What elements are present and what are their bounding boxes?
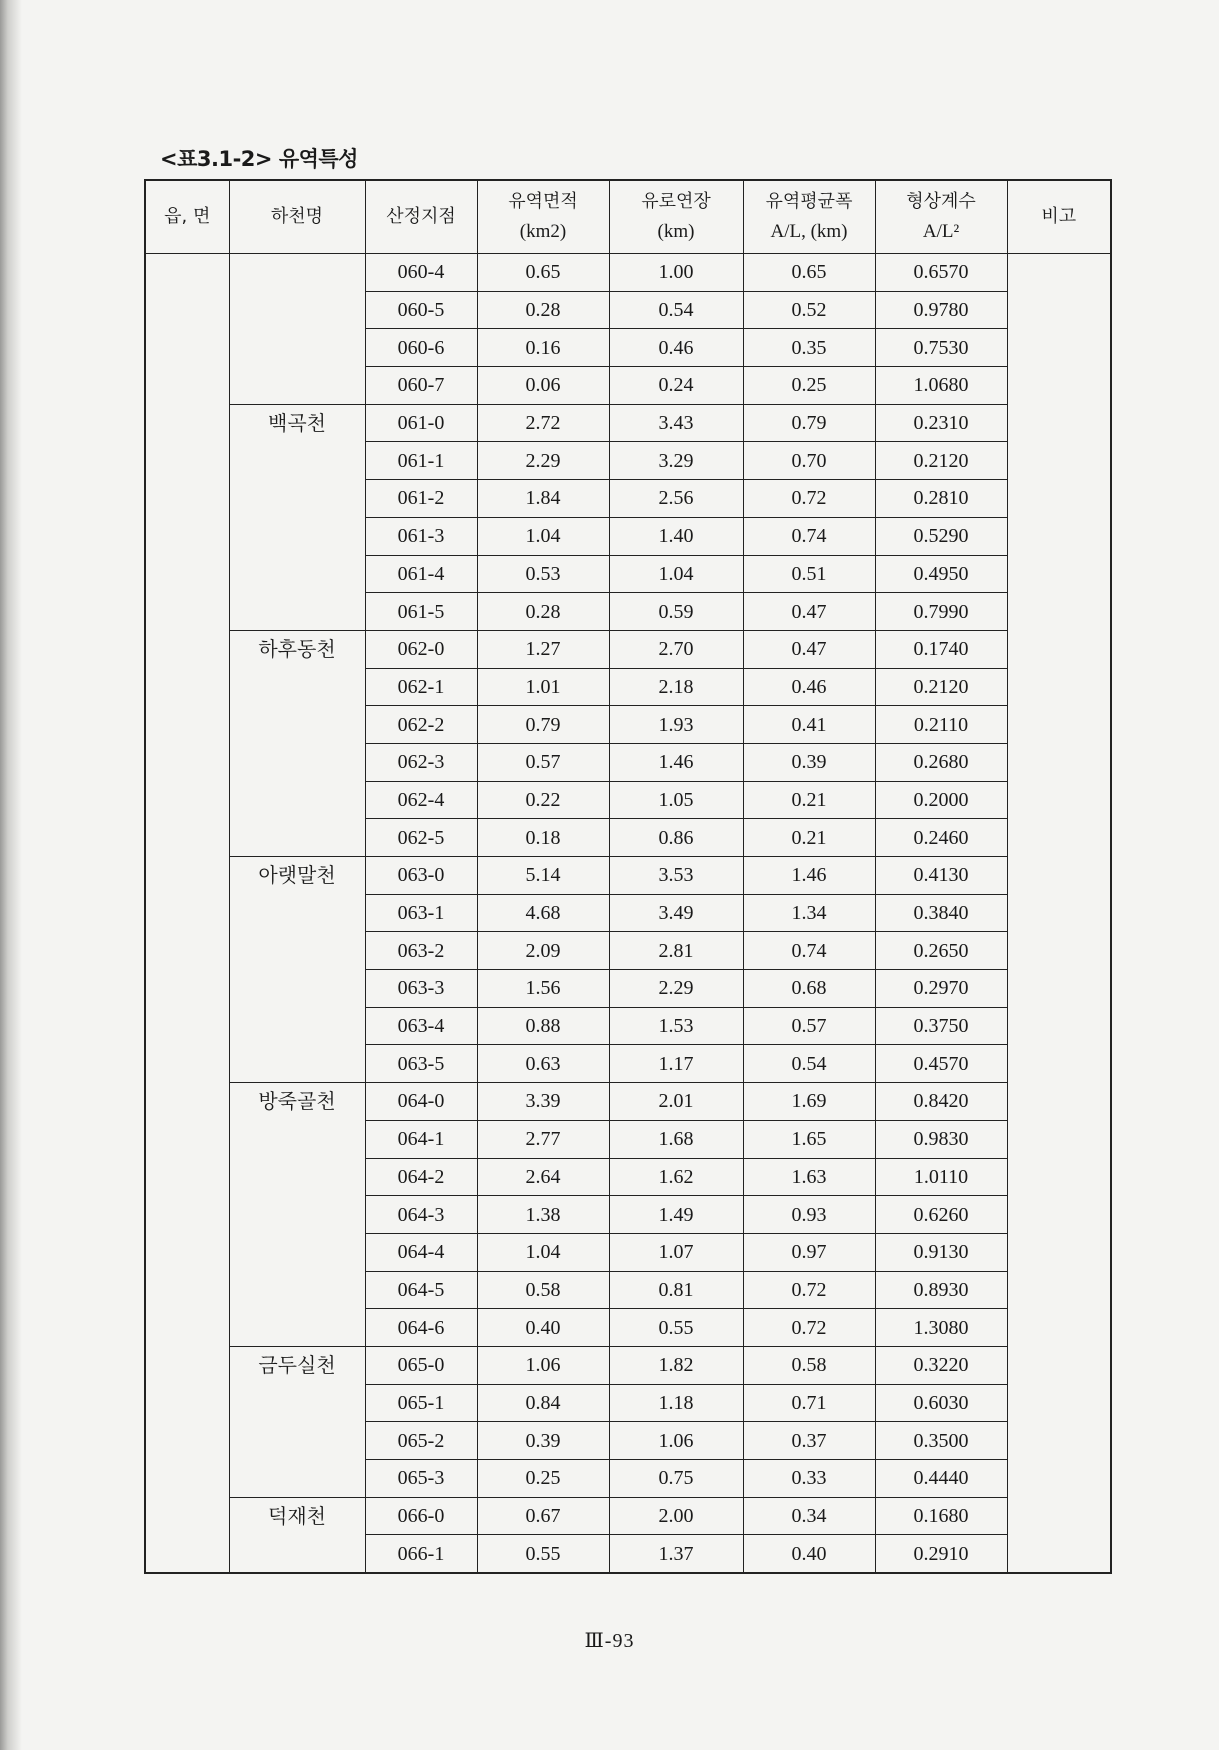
length-cell: 2.81 [609, 932, 743, 970]
stream-name: 아랫말천 [258, 863, 336, 887]
shape-cell: 0.2910 [875, 1535, 1007, 1573]
point-cell: 061-4 [365, 555, 477, 593]
shape-cell: 0.9780 [875, 291, 1007, 329]
point-cell: 064-1 [365, 1120, 477, 1158]
area-cell: 0.58 [477, 1271, 609, 1309]
area-cell: 1.56 [477, 970, 609, 1008]
point-cell: 061-0 [365, 404, 477, 442]
shape-cell: 0.6570 [875, 254, 1007, 292]
length-cell: 1.17 [609, 1045, 743, 1083]
shape-cell: 0.1680 [875, 1497, 1007, 1535]
point-cell: 062-5 [365, 819, 477, 857]
shape-cell: 1.0110 [875, 1158, 1007, 1196]
stream-name: 하후동천 [258, 636, 336, 661]
width-cell: 0.35 [743, 329, 875, 367]
width-cell: 0.72 [743, 1309, 875, 1347]
watershed-characteristics-table [144, 179, 1112, 1574]
shape-cell: 0.2970 [875, 970, 1007, 1008]
point-cell: 066-0 [365, 1497, 477, 1535]
area-cell: 0.63 [477, 1045, 609, 1083]
area-cell: 0.53 [477, 555, 609, 593]
length-cell: 0.24 [609, 367, 743, 405]
length-cell: 1.37 [609, 1535, 743, 1573]
width-cell: 0.57 [743, 1007, 875, 1045]
shape-cell: 0.2000 [875, 781, 1007, 819]
width-cell: 0.68 [743, 970, 875, 1008]
width-cell: 0.72 [743, 480, 875, 518]
length-cell: 0.46 [609, 329, 743, 367]
area-cell: 0.65 [477, 254, 609, 292]
point-cell: 065-2 [365, 1422, 477, 1460]
point-cell: 060-5 [365, 291, 477, 329]
width-cell: 0.93 [743, 1196, 875, 1234]
stream-name-cell [229, 857, 365, 1083]
town-cell [145, 254, 229, 1574]
shape-cell: 1.3080 [875, 1309, 1007, 1347]
area-cell: 2.09 [477, 932, 609, 970]
shape-cell: 0.6260 [875, 1196, 1007, 1234]
area-cell: 1.06 [477, 1346, 609, 1384]
point-cell: 064-4 [365, 1233, 477, 1271]
width-cell: 0.25 [743, 367, 875, 405]
stream-name: 덕재천 [268, 1503, 326, 1528]
width-cell: 0.58 [743, 1346, 875, 1384]
shape-cell: 0.8930 [875, 1271, 1007, 1309]
width-cell: 0.79 [743, 404, 875, 442]
area-cell: 1.01 [477, 668, 609, 706]
point-cell: 061-1 [365, 442, 477, 480]
width-cell: 0.71 [743, 1384, 875, 1422]
width-cell: 0.39 [743, 743, 875, 781]
area-cell: 0.79 [477, 706, 609, 744]
header-width: 유역평균폭 A/L, (km) [743, 180, 875, 254]
point-cell: 061-5 [365, 593, 477, 631]
width-cell: 1.46 [743, 857, 875, 895]
shape-cell: 0.5290 [875, 517, 1007, 555]
area-cell: 0.67 [477, 1497, 609, 1535]
length-cell: 1.04 [609, 555, 743, 593]
width-cell: 0.21 [743, 781, 875, 819]
area-cell: 2.64 [477, 1158, 609, 1196]
area-cell: 0.28 [477, 593, 609, 631]
length-cell: 3.53 [609, 857, 743, 895]
area-cell: 0.28 [477, 291, 609, 329]
shape-cell: 0.2810 [875, 480, 1007, 518]
area-cell: 3.39 [477, 1083, 609, 1121]
area-cell: 1.27 [477, 630, 609, 668]
length-cell: 1.06 [609, 1422, 743, 1460]
area-cell: 0.57 [477, 743, 609, 781]
header-area: 유역면적 (km2) [477, 180, 609, 254]
point-cell: 062-0 [365, 630, 477, 668]
table-body [145, 254, 1111, 1574]
stream-name-cell [229, 404, 365, 630]
width-cell: 0.65 [743, 254, 875, 292]
table-row [145, 630, 1111, 668]
area-cell: 0.22 [477, 781, 609, 819]
length-cell: 2.00 [609, 1497, 743, 1535]
point-cell: 062-2 [365, 706, 477, 744]
width-cell: 0.70 [743, 442, 875, 480]
area-cell: 0.40 [477, 1309, 609, 1347]
area-cell: 0.25 [477, 1460, 609, 1498]
point-cell: 063-4 [365, 1007, 477, 1045]
length-cell: 2.56 [609, 480, 743, 518]
table-row [145, 404, 1111, 442]
width-cell: 0.47 [743, 593, 875, 631]
table-row [145, 1497, 1111, 1535]
area-cell: 1.04 [477, 1233, 609, 1271]
length-cell: 1.00 [609, 254, 743, 292]
point-cell: 066-1 [365, 1535, 477, 1573]
stream-name: 방죽골천 [258, 1089, 336, 1114]
shape-cell: 1.0680 [875, 367, 1007, 405]
point-cell: 062-1 [365, 668, 477, 706]
length-cell: 2.70 [609, 630, 743, 668]
length-cell: 1.07 [609, 1233, 743, 1271]
point-cell: 064-6 [365, 1309, 477, 1347]
length-cell: 2.01 [609, 1083, 743, 1121]
header-town: 읍, 면 [145, 180, 229, 254]
shape-cell: 0.9830 [875, 1120, 1007, 1158]
remark-cell [1007, 254, 1111, 1574]
header-length: 유로연장 (km) [609, 180, 743, 254]
length-cell: 2.18 [609, 668, 743, 706]
stream-name-cell [229, 630, 365, 856]
area-cell: 0.88 [477, 1007, 609, 1045]
area-cell: 0.39 [477, 1422, 609, 1460]
shape-cell: 0.6030 [875, 1384, 1007, 1422]
point-cell: 064-5 [365, 1271, 477, 1309]
area-cell: 5.14 [477, 857, 609, 895]
header-remark: 비고 [1007, 180, 1111, 254]
point-cell: 063-0 [365, 857, 477, 895]
length-cell: 1.18 [609, 1384, 743, 1422]
width-cell: 0.37 [743, 1422, 875, 1460]
point-cell: 061-2 [365, 480, 477, 518]
area-cell: 0.16 [477, 329, 609, 367]
length-cell: 0.55 [609, 1309, 743, 1347]
length-cell: 3.49 [609, 894, 743, 932]
shape-cell: 0.4440 [875, 1460, 1007, 1498]
width-cell: 0.72 [743, 1271, 875, 1309]
point-cell: 064-3 [365, 1196, 477, 1234]
table-row [145, 1083, 1111, 1121]
shape-cell: 0.3220 [875, 1346, 1007, 1384]
table-header-row [145, 180, 1111, 254]
shape-cell: 0.2120 [875, 442, 1007, 480]
stream-name: 백곡천 [268, 410, 326, 435]
shape-cell: 0.2110 [875, 706, 1007, 744]
point-cell: 062-4 [365, 781, 477, 819]
table-row [145, 1346, 1111, 1384]
area-cell: 0.84 [477, 1384, 609, 1422]
length-cell: 1.68 [609, 1120, 743, 1158]
length-cell: 0.86 [609, 819, 743, 857]
scan-edge-shadow [0, 0, 22, 1750]
width-cell: 0.52 [743, 291, 875, 329]
page-number: Ⅲ-93 [584, 1630, 635, 1652]
width-cell: 0.41 [743, 706, 875, 744]
shape-cell: 0.1740 [875, 630, 1007, 668]
area-cell: 2.72 [477, 404, 609, 442]
width-cell: 0.40 [743, 1535, 875, 1573]
area-cell: 0.18 [477, 819, 609, 857]
header-stream: 하천명 [229, 180, 365, 254]
point-cell: 062-3 [365, 743, 477, 781]
shape-cell: 0.7990 [875, 593, 1007, 631]
table-row [145, 254, 1111, 292]
length-cell: 1.62 [609, 1158, 743, 1196]
area-cell: 1.04 [477, 517, 609, 555]
width-cell: 1.65 [743, 1120, 875, 1158]
length-cell: 0.54 [609, 291, 743, 329]
area-cell: 1.38 [477, 1196, 609, 1234]
stream-name-cell [229, 1346, 365, 1497]
point-cell: 063-3 [365, 970, 477, 1008]
point-cell: 063-1 [365, 894, 477, 932]
point-cell: 060-6 [365, 329, 477, 367]
shape-cell: 0.2120 [875, 668, 1007, 706]
width-cell: 0.46 [743, 668, 875, 706]
width-cell: 0.33 [743, 1460, 875, 1498]
shape-cell: 0.2680 [875, 743, 1007, 781]
point-cell: 064-0 [365, 1083, 477, 1121]
length-cell: 0.75 [609, 1460, 743, 1498]
point-cell: 063-2 [365, 932, 477, 970]
width-cell: 0.74 [743, 932, 875, 970]
shape-cell: 0.4130 [875, 857, 1007, 895]
point-cell: 063-5 [365, 1045, 477, 1083]
shape-cell: 0.9130 [875, 1233, 1007, 1271]
length-cell: 1.46 [609, 743, 743, 781]
shape-cell: 0.3840 [875, 894, 1007, 932]
width-cell: 1.34 [743, 894, 875, 932]
length-cell: 2.29 [609, 970, 743, 1008]
point-cell: 061-3 [365, 517, 477, 555]
length-cell: 3.43 [609, 404, 743, 442]
point-cell: 064-2 [365, 1158, 477, 1196]
width-cell: 0.47 [743, 630, 875, 668]
length-cell: 1.49 [609, 1196, 743, 1234]
length-cell: 1.40 [609, 517, 743, 555]
shape-cell: 0.2310 [875, 404, 1007, 442]
table-title: <표3.1-2> 유역특성 [160, 147, 358, 171]
point-cell: 060-4 [365, 254, 477, 292]
length-cell: 1.82 [609, 1346, 743, 1384]
point-cell: 065-0 [365, 1346, 477, 1384]
area-cell: 0.06 [477, 367, 609, 405]
area-cell: 2.77 [477, 1120, 609, 1158]
shape-cell: 0.8420 [875, 1083, 1007, 1121]
shape-cell: 0.2650 [875, 932, 1007, 970]
length-cell: 0.59 [609, 593, 743, 631]
shape-cell: 0.7530 [875, 329, 1007, 367]
width-cell: 0.34 [743, 1497, 875, 1535]
stream-name-cell [229, 1083, 365, 1347]
length-cell: 3.29 [609, 442, 743, 480]
point-cell: 060-7 [365, 367, 477, 405]
length-cell: 0.81 [609, 1271, 743, 1309]
width-cell: 0.54 [743, 1045, 875, 1083]
area-cell: 1.84 [477, 480, 609, 518]
width-cell: 0.51 [743, 555, 875, 593]
width-cell: 0.97 [743, 1233, 875, 1271]
shape-cell: 0.2460 [875, 819, 1007, 857]
width-cell: 0.21 [743, 819, 875, 857]
length-cell: 1.05 [609, 781, 743, 819]
stream-name: 금두실천 [258, 1352, 336, 1377]
point-cell: 065-3 [365, 1460, 477, 1498]
header-shape: 형상계수 A/L² [875, 180, 1007, 254]
length-cell: 1.53 [609, 1007, 743, 1045]
width-cell: 1.63 [743, 1158, 875, 1196]
stream-name-cell [229, 254, 365, 405]
point-cell: 065-1 [365, 1384, 477, 1422]
table-row [145, 857, 1111, 895]
shape-cell: 0.4570 [875, 1045, 1007, 1083]
area-cell: 4.68 [477, 894, 609, 932]
area-cell: 2.29 [477, 442, 609, 480]
width-cell: 1.69 [743, 1083, 875, 1121]
shape-cell: 0.3750 [875, 1007, 1007, 1045]
width-cell: 0.74 [743, 517, 875, 555]
shape-cell: 0.3500 [875, 1422, 1007, 1460]
header-point: 산정지점 [365, 180, 477, 254]
shape-cell: 0.4950 [875, 555, 1007, 593]
length-cell: 1.93 [609, 706, 743, 744]
area-cell: 0.55 [477, 1535, 609, 1573]
stream-name-cell [229, 1497, 365, 1573]
